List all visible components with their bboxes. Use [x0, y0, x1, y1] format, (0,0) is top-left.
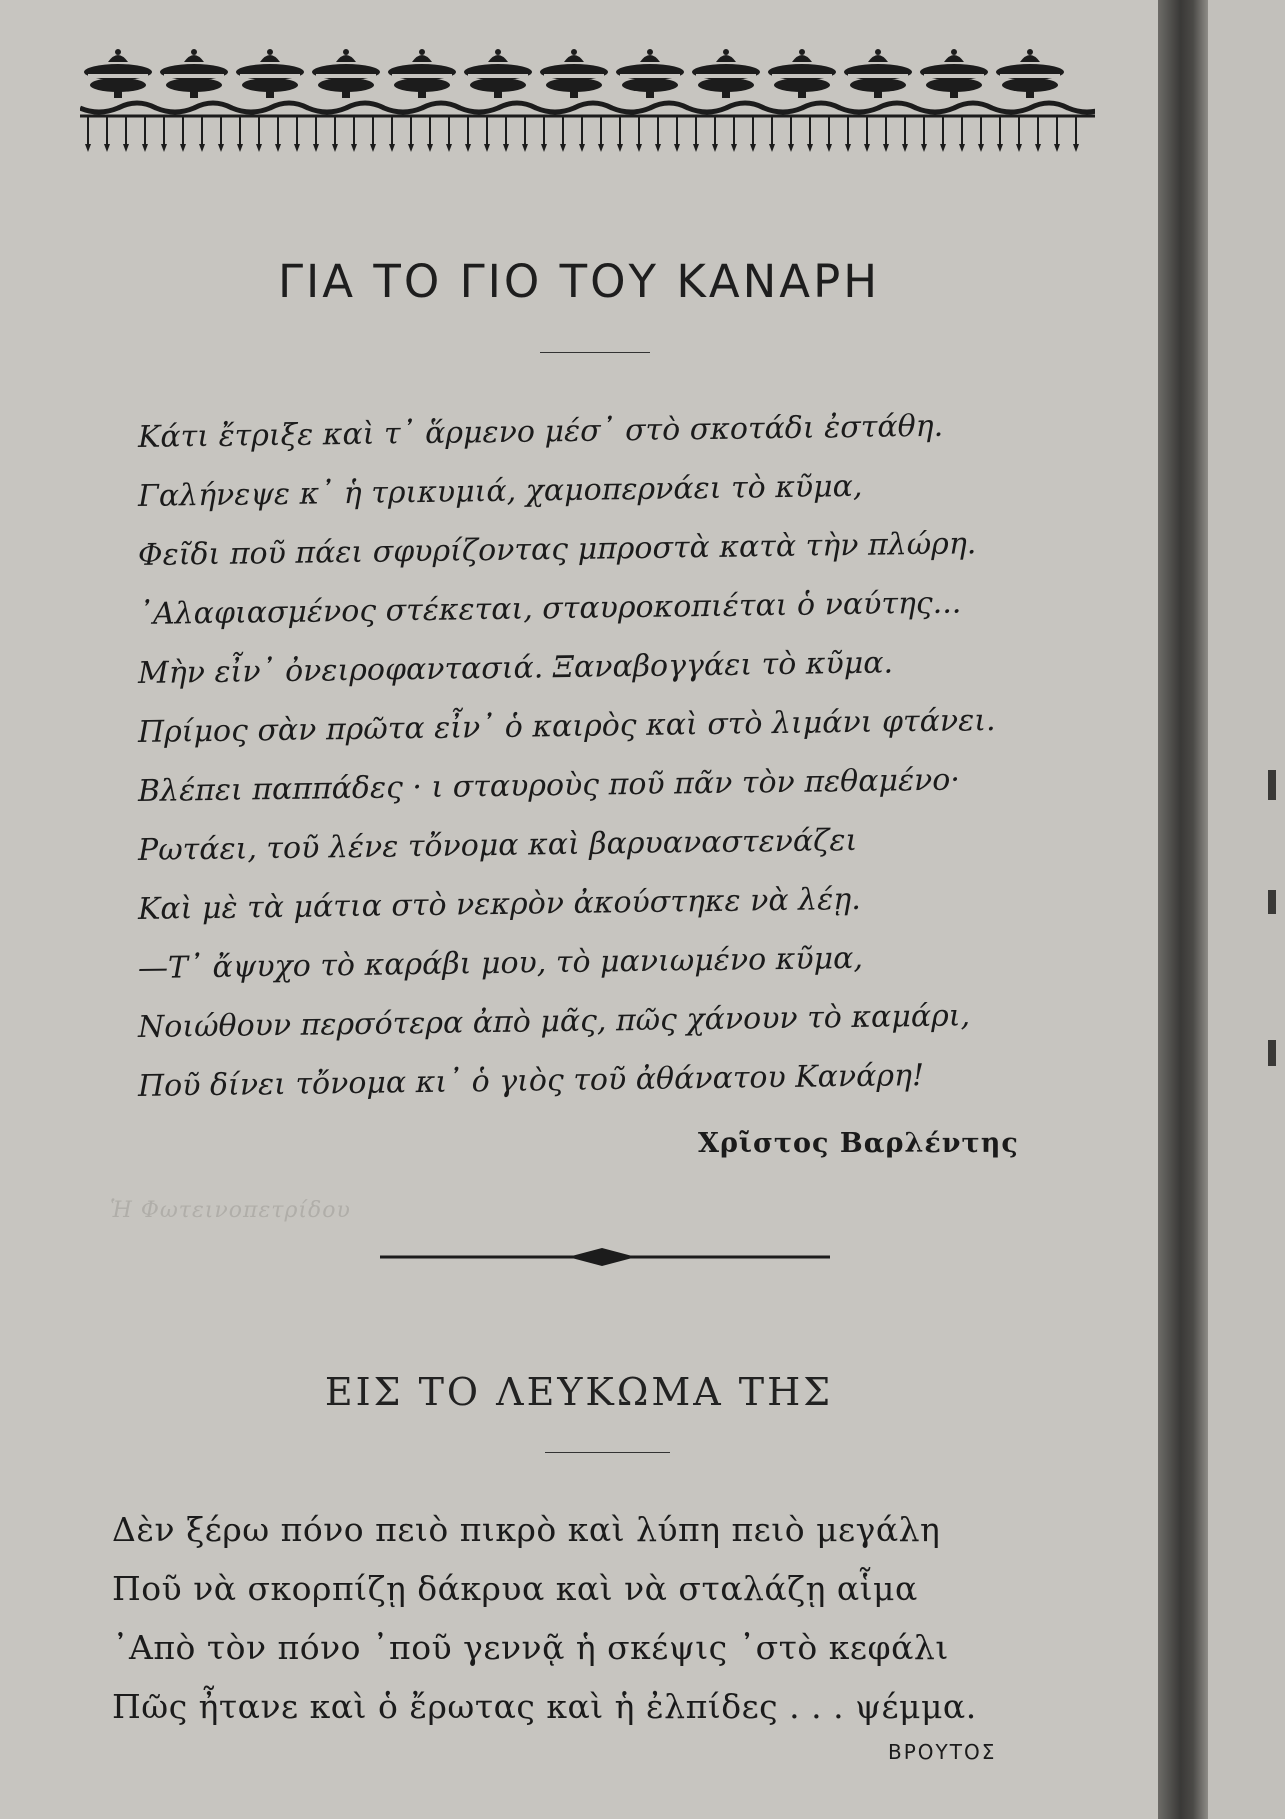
- poem-line: Φεῖδι ποῦ πάει σφυρίζοντας μπροστὰ κατὰ τὴν πλώρη.: [137, 526, 977, 573]
- poem-line: Ποῦ δίνει τὄνομα κι᾽ ὁ γιὸς τοῦ ἀθάνατου Κανάρη!: [137, 1058, 925, 1104]
- poem1-author: Χρῖστος Βαρλέντης: [698, 1128, 1019, 1159]
- poem1-body: [138, 408, 996, 1116]
- poem-line: Δὲν ξέρω πόνο πειὸ πικρὸ καὶ λύπη πειὸ μεγάλη: [112, 1510, 941, 1549]
- poem2-body: [112, 1500, 977, 1736]
- poem2-title: ΕΙΣ ΤΟ ΛΕΥΚΩΜΑ ΤΗΣ: [324, 1370, 834, 1414]
- poem-line: Μὴν εἶν᾽ ὀνειροφαντασιά. Ξαναβογγάει τὸ κῦμα.: [137, 645, 894, 691]
- title-rule: [540, 352, 650, 353]
- poem-line: Γαλήνεψε κ᾽ ἡ τρικυμιά, χαμοπερνάει τὸ κῦμα,: [137, 468, 863, 514]
- poem-line: ᾽Απὸ τὸν πόνο ᾽ποῦ γεννᾷ ἡ σκέψις ᾽στὸ κεφάλι: [112, 1628, 949, 1667]
- decorative-header-ornament: [80, 40, 1095, 160]
- poem1-title: ΓΙΑ ΤΟ ΓΙΟ ΤΟΥ ΚΑΝΑΡΗ: [277, 255, 881, 308]
- poem-line: Βλέπει παππάδες · ι σταυροὺς ποῦ πᾶν τὸν πεθαμένο·: [137, 762, 961, 809]
- poem-line: Πῶς ἦτανε καὶ ὁ ἔρωτας καὶ ἡ ἐλπίδες . . . ψέμμα.: [112, 1687, 977, 1726]
- title-rule: [545, 1452, 670, 1453]
- diamond-divider: [380, 1237, 830, 1277]
- book-spine: [1158, 0, 1208, 1819]
- facing-page-glyph: [1268, 890, 1276, 914]
- facing-page-edge: [1208, 0, 1285, 1819]
- poem-line: Κάτι ἔτριξε καὶ τ᾽ ἅρμενο μέσ᾽ στὸ σκοτάδι ἐστάθη.: [137, 408, 944, 455]
- poem-line: Πρίμος σὰν πρῶτα εἶν᾽ ὁ καιρὸς καὶ στὸ λιμάνι φτάνει.: [137, 703, 996, 750]
- poem-line: Ποῦ νὰ σκορπίζῃ δάκρυα καὶ νὰ σταλάζῃ αἷμα: [112, 1569, 918, 1608]
- show-through-text: Ἡ Φωτεινοπετρίδου: [110, 1198, 351, 1223]
- poem-line: —Τ᾽ ἄψυχο τὸ καράβι μου, τὸ μανιωμένο κῦμα,: [137, 940, 864, 986]
- facing-page-glyph: [1268, 770, 1276, 800]
- poem-line: Ρωτάει, τοῦ λένε τὄνομα καὶ βαρυαναστενάζει: [137, 822, 858, 868]
- poem-line: Καὶ μὲ τὰ μάτια στὸ νεκρὸν ἀκούστηκε νὰ λέῃ.: [137, 881, 861, 927]
- poem-line: ᾽Αλαφιασμένος στέκεται, σταυροκοπιέται ὁ ναύτης...: [137, 585, 962, 632]
- poem-line: Νοιώθουν περσότερα ἀπὸ μᾶς, πῶς χάνουν τὸ καμάρι,: [137, 998, 971, 1045]
- facing-page-glyph: [1268, 1040, 1276, 1066]
- poem2-author: ΒΡΟΥΤΟΣ: [888, 1740, 997, 1764]
